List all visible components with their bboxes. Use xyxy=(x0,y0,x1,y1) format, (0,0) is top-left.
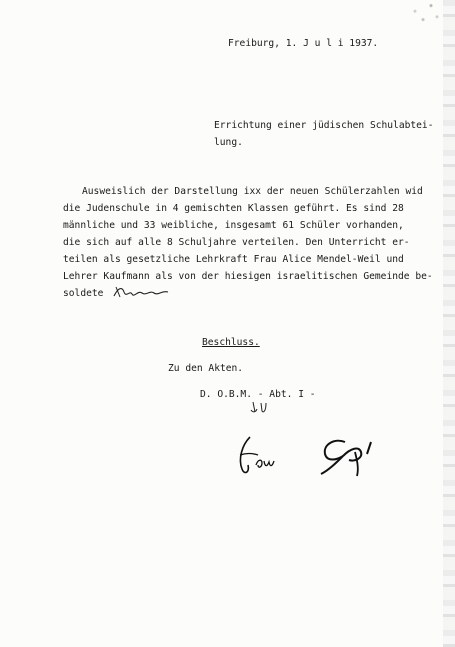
subject-line-2: lung. xyxy=(214,137,243,148)
decision-heading: Beschluss. xyxy=(202,337,260,348)
body-line-3: männliche und 33 weibliche, insgesamt 61 Schüler vorhanden, xyxy=(63,220,404,231)
handwritten-insert-ink xyxy=(112,284,172,300)
body-line-5: teilen als gesetzliche Lehrkraft Frau Alice Mendel-Weil und xyxy=(63,254,404,265)
scan-edge xyxy=(443,0,455,647)
decision-office: D. O.B.M. - Abt. I - xyxy=(200,389,316,400)
body-line-1: Ausweislich der Darstellung ixx der neuen Schülerzahlen wid xyxy=(82,186,423,197)
scan-speckle xyxy=(403,0,443,28)
decision-action: Zu den Akten. xyxy=(168,363,244,374)
handwritten-insert xyxy=(112,284,172,300)
subject-line-1: Errichtung einer jüdischen Schulabtei- xyxy=(214,120,434,131)
signature-right xyxy=(315,430,385,480)
body-line-6: Lehrer Kaufmann als von der hiesigen israelitischen Gemeinde be- xyxy=(63,271,433,282)
body-line-2: die Judenschule in 4 gemischten Klassen geführt. Es sind 28 xyxy=(63,203,404,214)
signature-right-ink xyxy=(315,430,385,480)
body-line-7: soldete xyxy=(63,288,104,299)
initials-top xyxy=(250,400,270,414)
initials-top-ink xyxy=(250,400,270,414)
signature-left-ink xyxy=(232,435,282,477)
place-date: Freiburg, 1. J u l i 1937. xyxy=(228,38,379,49)
body-line-4: die sich auf alle 8 Schuljahre verteilen. Den Unterricht er- xyxy=(63,237,410,248)
signature-left xyxy=(232,435,282,477)
